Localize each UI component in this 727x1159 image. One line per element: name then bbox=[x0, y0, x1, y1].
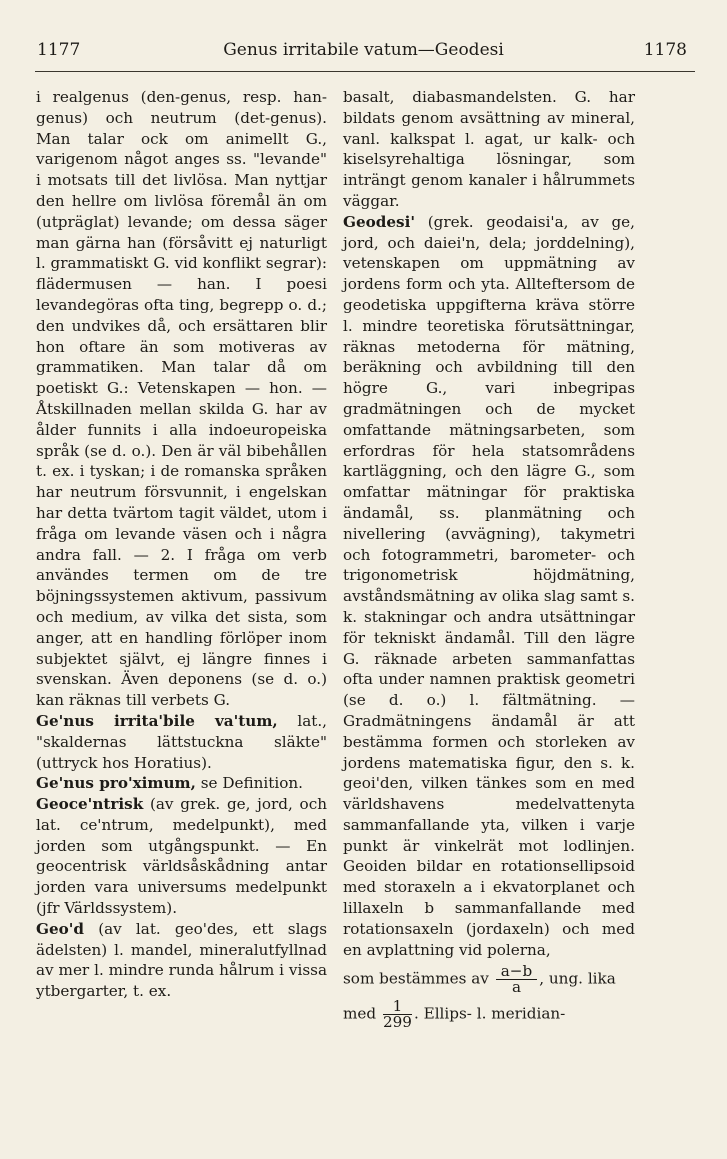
entry-text: (av lat. geo'des, ett slags ädelsten) l. mandel, mineralutfyllnad av mer l. mindre runda hålrum i vissa ytbergarter, t. ex. bbox=[36, 919, 327, 1001]
headword: Geo'd bbox=[36, 919, 85, 938]
running-header-title: Genus irritabile vatum—Geodesi bbox=[223, 40, 504, 60]
page-number-right: 1178 bbox=[643, 40, 687, 60]
flattening-formula-line: som bestämmes av $\frac{a-b}{a}$ , ung. lika bbox=[343, 962, 616, 997]
entry-geocentrisk bbox=[36, 794, 327, 919]
page-number-left: 1177 bbox=[37, 40, 81, 60]
headword: Ge'nus irrita'bile va'tum, bbox=[36, 711, 278, 730]
left-column bbox=[36, 87, 327, 1002]
entry-text: (av grek. ge, jord, och lat. ce'ntrum, medelpunkt), med jorden som utgångspunkt. — En geocentrisk världsåskådning antar jorden vara universums medelpunkt (jfr Världssystem). bbox=[36, 795, 327, 918]
entry-text: (grek. geodaisi'a, av ge, jord, och daiei'n, dela; jorddelning), vetenskapen om uppmätning av jordens form och yta. Allteftersom de geodetiska uppgifterna kräva större l. mindre teoretiska förutsättningar, räknas metoderna för mätning, beräkning och avbildning till den högre G., vari inbegripas gradmätningen och de mycket omfattande mätningsarbeten, som erfordras för hela statsområdens kartläggning, och den lägre G., som omfattar mätningar för praktiska ändamål, ss. planmätning och nivellering (avvägning), takymetri och fotogrammetri, barometer- och trigonometrisk höjdmätning, avståndsmätning av olika slag samt s. k. stakningar och andra utsättningar för tekniskt ändamål. Till den lägre G. räknade arbeten sammanfattas ofta under namnen praktisk geometri (se d. o.) l. fältmätning. — Gradmätningens ändamål är att bestämma formen och storleken av jordens matematiska figur, den s. k. geoi'den, vilken tänkes som en med världshavens medelvattenyta sammanfallande yta, vilken i varje punkt är vinkelrät mot lodlinjen. Geoiden bildar en rotationsellipsoid med storaxeln a i ekvatorplanet och lillaxeln b sammanfallande med rotationsaxeln (jordaxeln) och med en avplattning vid polerna, bbox=[343, 212, 635, 959]
entry-genus-irritabile bbox=[36, 711, 327, 773]
entry-geod bbox=[36, 919, 327, 1002]
right-column bbox=[343, 87, 635, 1030]
entry-text: se Definition. bbox=[200, 774, 303, 793]
headword: Ge'nus pro'ximum, bbox=[36, 774, 196, 793]
fraction-a-minus-b-over-a: $\frac{a-b}{a}$ bbox=[496, 964, 538, 995]
header-rule bbox=[35, 71, 695, 72]
entry-geodesi bbox=[343, 212, 635, 961]
genus-continuation: i realgenus (den-genus, resp. han-genus) och neutrum (det-genus). Man talar ock om animellt G., varigenom något anges ss. "levande" i motsats till det livlösa. Man nyttjar den hellre om livlösa föremål än om (utpräglat) levande; om dessa säger man gärna han (försåvitt ej naturligt l. grammatiskt G. vid konflikt segrar): flädermusen — han. I poesi levandegöras ofta ting, begrepp o. d.; den undvikes då, och ersättaren blir hon oftare än som motiveras av grammatiken. Man talar då om poetiskt G.: Vetenskapen — hon. — Åtskillnaden mellan skilda G. har av ålder funnits i alla indoeuropeiska språk (se d. o.). Den är väl bibehållen t. ex. i tyskan; i de romanska språken har neutrum försvunnit, i engelskan har detta tvärtom tagit väldet, utom i fråga om levande väsen och i några andra fall. — 2. I fråga om verb användes termen om de tre böjningssystemen aktivum, passivum och medium, av vilka det sista, som anger, att en handling förlöper inom subjektet självt, ej längre finnes i svenskan. Även deponens (se d. o.) kan räknas till verbets G. bbox=[36, 88, 327, 710]
flattening-value-line: med $\frac{1}{299}$ . Ellips- l. meridian- bbox=[343, 997, 566, 1032]
headword: Geodesi' bbox=[343, 212, 416, 231]
geod-continuation: basalt, diabasmandelsten. G. har bildats genom avsättning av mineral, vanl. kalkspat l. agat, ur kalk- och kiselsyrehaltiga lösningar, som inträngt genom kanaler i hålrummets väggar. bbox=[343, 88, 635, 210]
headword: Geoce'ntrisk bbox=[36, 795, 144, 814]
entry-text: lat., "skaldernas lättstuckna släkte" (uttryck hos Horatius). bbox=[36, 711, 328, 772]
entry-genus-proximum bbox=[36, 773, 327, 794]
fraction-1-over-299: $\frac{1}{299}$ bbox=[382, 997, 412, 1032]
